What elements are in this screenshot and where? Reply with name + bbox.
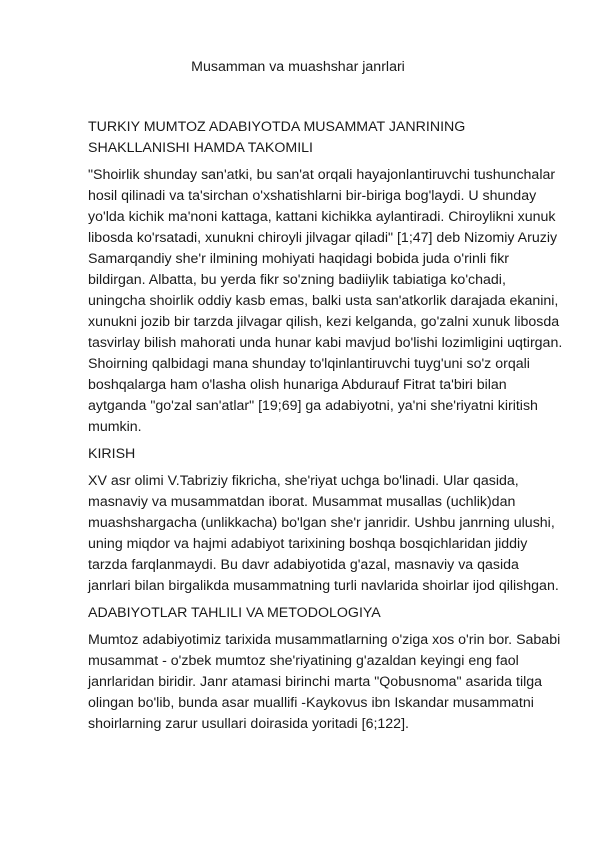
section-heading-formation: TURKIY MUMTOZ ADABIYOTDA MUSAMMAT JANRINING SHAKLLANISHI HAMDA TAKOMILI xyxy=(88,119,466,156)
section-heading-introduction: KIRISH xyxy=(88,446,136,462)
section-heading-literature-review: ADABIYOTLAR TAHLILI VA METODOLOGIYA xyxy=(88,605,381,621)
document-title: Musamman va muashshar janrlari xyxy=(191,59,405,75)
section-paragraph-literature-review: Mumtoz adabiyotimiz tarixida musammatlarning o'ziga xos o'rin bor. Sababi musammat - o'zbek mumtoz she'riyatining g'azaldan keyingi eng faol janrlaridan biridir. Janr atamasi birinchi marta "Qobusnoma" asarida tilga olingan bo'lib, bunda asar muallifi -Kaykovus ibn Iskandar musammatni shoirlarning zarur usullari doirasida yoritadi [6;122]. xyxy=(88,632,561,732)
section-paragraph-formation: "Shoirlik shunday san'atki, bu san'at orqali hayajonlantiruvchi tushunchalar hosil qilinadi va ta'sirchan o'xshatishlarni bir-biriga bog'laydi. U shunday yo'lda kichik ma'noni kattaga, kattani kichikka aylantiradi. Chiroylikni xunuk libosda ko'rsatadi, xunukni chiroyli jilvagar qiladi" [1;47] deb Nizomiy Aruziy Samarqandiy she'r ilmining mohiyati haqidagi bobida juda o'rinli fikr bildirgan. Albatta, bu yerda fikr so'zning badiiylik tabiatiga ko'chadi, uningcha shoirlik oddiy kasb emas, balki usta san'atkorlik darajada ekanini, xunukni jozib bir tarzda jilvagar qilish, kezi kelganda, go'zalni xunuk libosda tasvirlay bilish mahorati unda hunar kabi mavjud bo'lishi lozimligini uqtirgan. Shoirning qalbidagi mana shunday to'lqinlantiruvchi tuyg'uni so'z orqali boshqalarga ham o'lasha olish hunariga Abdurauf Fitrat ta'biri bilan aytganda "go'zal san'atlar" [19;69] ga adabiyotni, ya'ni she'riyatni kiritish mumkin. xyxy=(88,167,563,435)
section-paragraph-introduction: XV asr olimi V.Tabriziy fikricha, she'riyat uchga bo'linadi. Ular qasida, masnaviy va musammatdan iborat. Musammat musallas (uchlik)dan muashshargacha (unlikkacha) bo'lgan she'r janridir. Ushbu janrning ulushi, uning miqdor va hajmi adabiyot tarixining boshqa bosqichlaridan jiddiy tarzda farqlanmaydi. Bu davr adabiyotida g'azal, masnaviy va qasida janrlari bilan birgalikda musammatning turli navlarida shoirlar ijod qilishgan. xyxy=(88,473,559,594)
document-body xyxy=(88,117,564,741)
